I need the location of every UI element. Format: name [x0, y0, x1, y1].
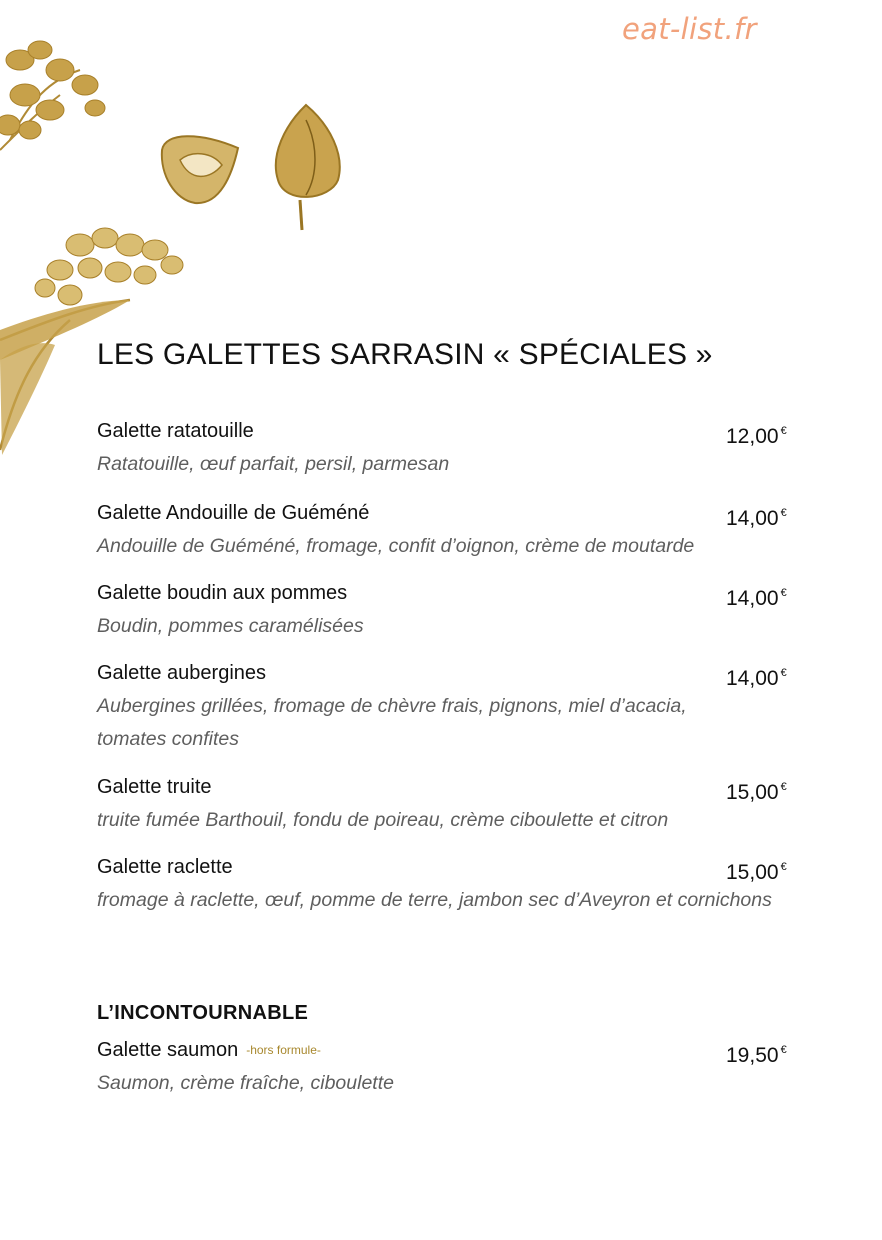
item-description: Saumon, crème fraîche, ciboulette: [97, 1072, 394, 1094]
item-name: Galette boudin aux pommes: [97, 582, 348, 604]
item-price: 14,00 €: [726, 587, 787, 610]
item-price: 14,00 €: [726, 507, 787, 530]
item-name: Galette Andouille de Guéméné: [97, 502, 370, 524]
item-description: Andouille de Guéméné, fromage, confit d’oignon, crème de moutarde: [97, 535, 695, 557]
item-name: Galette raclette: [97, 856, 233, 878]
item-description: Ratatouille, œuf parfait, persil, parmesan: [97, 453, 450, 475]
menu-item: [97, 500, 797, 563]
menu-item: [97, 774, 797, 837]
currency-symbol: €: [780, 781, 787, 793]
item-name: Galette saumon -hors formule-: [97, 1039, 321, 1061]
item-name: Galette aubergines: [97, 662, 267, 684]
item-description: truite fumée Barthouil, fondu de poireau, crème ciboulette et citron: [97, 809, 669, 831]
currency-symbol: €: [780, 1044, 787, 1056]
menu-item: [97, 660, 797, 756]
item-name: Galette ratatouille: [97, 420, 254, 442]
watermark: eat-list.fr: [622, 12, 757, 46]
item-name: Galette truite: [97, 776, 212, 798]
item-description: fromage à raclette, œuf, pomme de terre, jambon sec d’Aveyron et cornichons: [97, 889, 772, 911]
currency-symbol: €: [780, 587, 787, 599]
item-note: -hors formule-: [246, 1043, 321, 1057]
menu-item: [97, 580, 797, 643]
currency-symbol: €: [780, 861, 787, 873]
currency-symbol: €: [780, 507, 787, 519]
menu-item: [97, 854, 797, 917]
item-price: 12,00 €: [726, 425, 787, 448]
buckwheat-illustration: [0, 0, 360, 460]
item-price: 14,00 €: [726, 667, 787, 690]
menu-item: [97, 418, 797, 481]
section-title: L’INCONTOURNABLE: [97, 1002, 309, 1024]
item-price: 15,00 €: [726, 781, 787, 804]
menu-title: LES GALETTES SARRASIN « SPÉCIALES »: [97, 338, 713, 371]
currency-symbol: €: [780, 425, 787, 437]
menu-item: [97, 1037, 797, 1100]
item-price: 19,50 €: [726, 1044, 787, 1067]
item-description: Aubergines grillées, fromage de chèvre frais, pignons, miel d’acacia,: [97, 695, 687, 717]
item-description: Boudin, pommes caramélisées: [97, 615, 364, 637]
item-description: tomates confites: [97, 728, 239, 750]
currency-symbol: €: [780, 667, 787, 679]
item-price: 15,00 €: [726, 861, 787, 884]
